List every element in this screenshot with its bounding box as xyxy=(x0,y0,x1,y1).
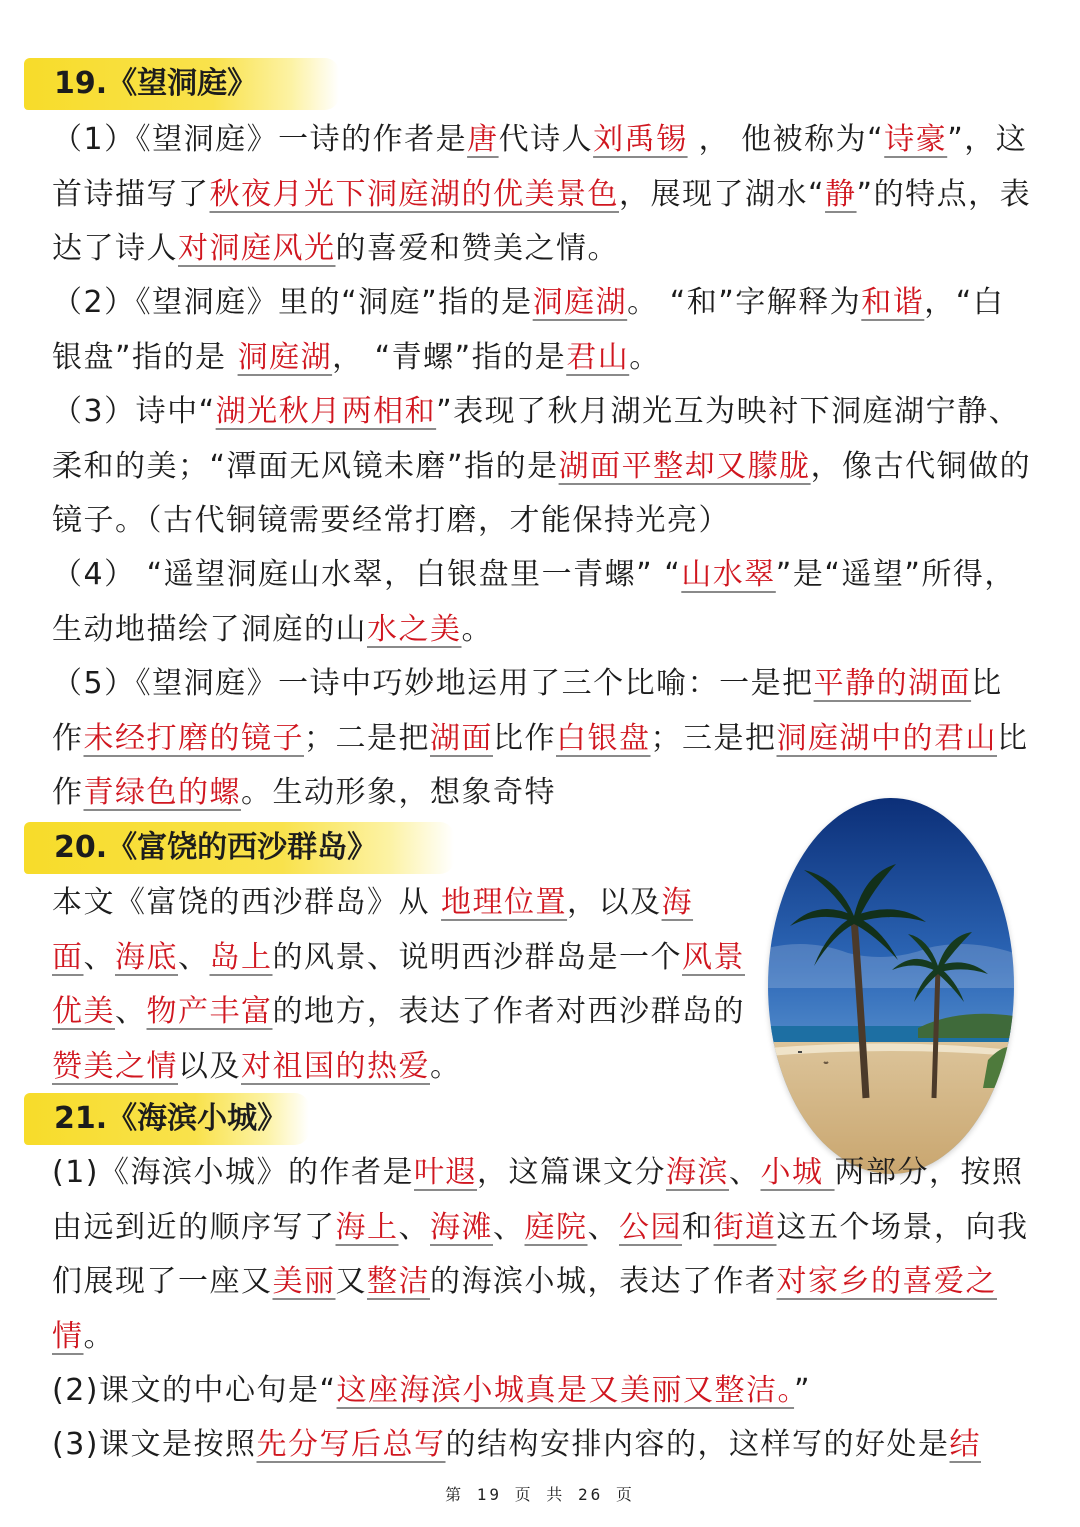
key-answer: 海滨 xyxy=(666,1155,729,1190)
key-answer: 海滩 xyxy=(430,1209,493,1245)
palm-beach-oval-photo xyxy=(768,798,1014,1174)
key-answer: 整洁 xyxy=(367,1264,430,1299)
key-answer: 君山 xyxy=(566,339,630,375)
text-run: (2)课文的中心句是“ xyxy=(52,1373,337,1408)
text-run: 这五个场景，向我们展现了一座又 xyxy=(52,1209,1029,1299)
key-answer: 对洞庭风光 xyxy=(178,231,336,266)
key-answer: 街道 xyxy=(713,1209,777,1245)
paragraph-21-2 xyxy=(52,1364,1032,1419)
paragraph-19-3 xyxy=(52,385,1032,549)
text-run: 。生动形象，想象奇特 xyxy=(241,775,556,810)
key-answer: 湖面 xyxy=(430,720,493,756)
text-run: 的海滨小城，表达了作者 xyxy=(430,1264,777,1299)
text-run: 的结构安排内容的，这样写的好处是 xyxy=(445,1427,950,1462)
key-answer: 对家乡的喜爱之情 xyxy=(52,1264,997,1354)
key-answer: 地理位置 xyxy=(441,885,568,920)
text-run: 。 xyxy=(83,1318,115,1354)
key-answer: 先分写后总写 xyxy=(256,1427,446,1462)
key-answer: 湖光秋月两相和 xyxy=(215,394,437,429)
section-heading-19: 19.《望洞庭》 xyxy=(24,58,339,110)
key-answer: 风景优美 xyxy=(52,939,745,1029)
text-run: 的喜爱和赞美之情。 xyxy=(335,231,619,266)
text-run: 。 xyxy=(629,339,661,375)
page-footer: 第 19 页 共 26 页 xyxy=(445,1485,635,1504)
section-heading-20: 20.《富饶的西沙群岛》 xyxy=(24,822,454,874)
text-run: 比作 xyxy=(493,720,556,756)
paragraph-19-1 xyxy=(52,113,1032,277)
text-run: 。 xyxy=(430,1048,462,1084)
text-run: ”表现了秋月湖光互为映衬下洞庭湖宁静、柔和的美；“潭面无风镜未磨”指的是 xyxy=(52,394,1021,484)
text-run: ” xyxy=(794,1373,812,1408)
paragraph-21-3 xyxy=(52,1418,1032,1473)
key-answer: 物产丰富 xyxy=(146,994,273,1029)
key-answer: 唐 xyxy=(467,122,499,157)
text-run: 、 xyxy=(398,1209,430,1245)
text-run: ，“白银盘”指的是 xyxy=(52,285,1005,375)
text-run: 两部分，按照由远到近的顺序写了 xyxy=(52,1155,1024,1245)
text-run: 、 xyxy=(83,939,115,975)
text-run: ”的特点，表达了诗人 xyxy=(52,176,1032,266)
text-run: ，以及 xyxy=(567,885,662,920)
key-answer: 白银盘 xyxy=(556,720,651,756)
key-answer: 海底 xyxy=(115,939,178,975)
key-answer: 叶遐 xyxy=(414,1155,477,1190)
text-run: 和 xyxy=(682,1209,714,1245)
text-run: 比作 xyxy=(52,720,1029,810)
text-run: ”，这首诗描写了 xyxy=(52,122,1028,212)
text-run: 、 xyxy=(493,1209,525,1245)
key-answer: 和谐 xyxy=(861,285,925,320)
text-run: （3）诗中“ xyxy=(52,394,216,429)
section-heading-21: 21.《海滨小城》 xyxy=(24,1093,309,1145)
key-answer: 未经打磨的镜子 xyxy=(83,720,304,756)
key-answer: 小城 xyxy=(760,1155,835,1190)
key-answer: 洞庭湖 xyxy=(237,339,333,375)
text-run: 比作 xyxy=(52,666,1003,756)
text-run: 、 xyxy=(587,1209,619,1245)
text-run: ，展现了湖水“ xyxy=(619,176,826,212)
paragraph-19-5 xyxy=(52,657,1032,821)
text-run: 、 xyxy=(178,939,210,975)
paragraph-21-1 xyxy=(52,1146,1032,1364)
key-answer: 岛上 xyxy=(209,939,273,975)
text-run: 的地方，表达了作者对西沙群岛的 xyxy=(272,994,745,1029)
text-run: ， 他被称为“ xyxy=(687,122,885,157)
key-answer: 秋夜月光下洞庭湖的优美景色 xyxy=(209,176,619,212)
text-run: 。 xyxy=(461,611,493,647)
key-answer: 海上 xyxy=(335,1209,399,1245)
text-run: 、 xyxy=(115,994,147,1029)
key-answer: 洞庭湖 xyxy=(532,285,628,320)
key-answer: 水之美 xyxy=(367,611,462,647)
text-run: (3)课文是按照 xyxy=(52,1427,257,1462)
text-run: 的风景、说明西沙群岛是一个 xyxy=(272,939,682,975)
text-run: 、 xyxy=(729,1155,761,1190)
text-run: （1）《望洞庭》一诗的作者是 xyxy=(52,122,468,157)
text-run: ，这篇课文分 xyxy=(477,1155,666,1190)
key-answer: 赞美之情 xyxy=(52,1048,178,1084)
text-run: 又 xyxy=(335,1264,367,1299)
key-answer: 山水翠 xyxy=(681,557,776,592)
key-answer: 对祖国的热爱 xyxy=(241,1048,430,1084)
key-answer: 这座海滨小城真是又美丽又整洁。 xyxy=(336,1373,795,1408)
paragraph-20-1 xyxy=(52,876,752,1094)
text-run: 。 “和”字解释为 xyxy=(627,285,862,320)
key-answer: 静 xyxy=(825,176,857,212)
text-run: ， “青螺”指的是 xyxy=(332,339,567,375)
text-run: 以及 xyxy=(178,1048,241,1084)
text-run: ；三是把 xyxy=(650,720,777,756)
key-answer: 洞庭湖中的君山 xyxy=(776,720,997,756)
text-run: （5）《望洞庭》一诗中巧妙地运用了三个比喻：一是把 xyxy=(52,666,814,701)
key-answer: 刘禹锡 xyxy=(593,122,688,157)
key-answer: 青绿色的螺 xyxy=(83,775,241,810)
key-answer: 美丽 xyxy=(272,1264,336,1299)
text-run: ，像古代铜做的镜子。（古代铜镜需要经常打磨，才能保持光亮） xyxy=(52,448,1032,538)
text-run: ；二是把 xyxy=(304,720,430,756)
text-run: 本文《富饶的西沙群岛》从 xyxy=(52,885,442,920)
key-answer: 湖面平整却又朦胧 xyxy=(558,448,811,484)
text-run: （4） “遥望洞庭山水翠，白银盘里一青螺” “ xyxy=(52,557,682,592)
key-answer: 海面 xyxy=(52,885,694,975)
text-run: (1)《海滨小城》的作者是 xyxy=(52,1155,414,1190)
paragraph-19-4 xyxy=(52,548,1032,657)
text-run: 代诗人 xyxy=(498,122,594,157)
key-answer: 庭院 xyxy=(524,1209,588,1245)
paragraph-19-2 xyxy=(52,276,1032,385)
key-answer: 结 xyxy=(949,1427,981,1462)
palm-beach-image xyxy=(768,798,1014,1174)
key-answer: 诗豪 xyxy=(884,122,948,157)
key-answer: 平静的湖面 xyxy=(813,666,972,701)
key-answer: 公园 xyxy=(619,1209,682,1245)
text-run: （2）《望洞庭》里的“洞庭”指的是 xyxy=(52,285,533,320)
text-run: ”是“遥望”所得，生动地描绘了洞庭的山 xyxy=(52,557,1016,647)
